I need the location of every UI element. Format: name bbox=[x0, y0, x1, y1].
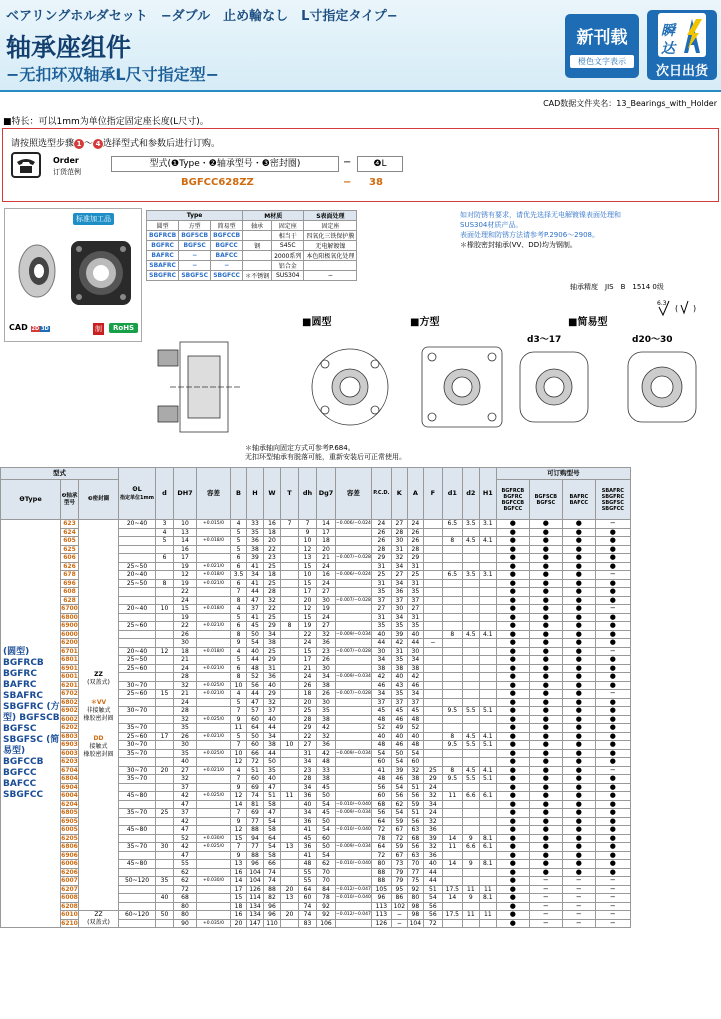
order-instruction: 请按照选型步骤 1 ～ 4 选择型式和参数后进行订购。 bbox=[11, 139, 221, 149]
made-icon: 制 bbox=[95, 325, 102, 333]
table-row: 6801 25~50 21 5 44 29 17 26 34 35 34 ● ● ● ● bbox=[1, 656, 631, 665]
type-table-row: BGFRC BGFSC BGFCC 钢 S45C 无电解镀镍 bbox=[147, 241, 357, 251]
rohs-badge: RoHS bbox=[109, 323, 138, 333]
table-row: 6805 35~70 25 37 7 69 47 34 45 −0.009/−0.034 56 54 51 24 ● ● ● ● bbox=[1, 809, 631, 818]
table-row: 625 16 5 38 22 12 20 28 31 28 ● ● ● ● bbox=[1, 545, 631, 554]
table-row: 6001 28 8 52 36 24 34 −0.009/−0.034 42 40 42 ● ● ● ● bbox=[1, 673, 631, 682]
table-row: 606 6 17 6 39 23 13 21 −0.007/−0.028 29 32 29 ● ● ● ● bbox=[1, 554, 631, 563]
order-l-label: ❹L bbox=[357, 156, 403, 172]
table-row: 6206 62 16 104 74 55 70 88 79 77 44 ● ● ● ● bbox=[1, 868, 631, 877]
svg-text:达: 达 bbox=[661, 41, 675, 57]
table-row: 6205 52 +0.030/0 15 94 64 45 60 78 72 68 39 14 9 8.1 ● ● ● ● bbox=[1, 834, 631, 843]
seal-bottom: ZZ (双盖式) bbox=[79, 911, 119, 928]
table-row: 626 25~50 19 +0.021/0 6 41 25 15 24 31 34 31 ● ● ● ● bbox=[1, 562, 631, 571]
seal-types: ZZ (双盖式) ＊VV 非接触式 橡胶密封圈 DD 接触式 橡胶密封圈 bbox=[79, 520, 119, 911]
table-row: 6201 30~70 32 +0.025/0 10 56 40 26 38 46 43 46 ● ● ● ● bbox=[1, 681, 631, 690]
table-row: 6003 35~70 35 +0.025/0 10 66 44 31 42 −0.009/−0.034 54 50 54 ● ● ● ● bbox=[1, 749, 631, 758]
express-icon bbox=[658, 13, 706, 57]
table-row: 6903 30~70 30 7 60 38 10 27 36 48 46 48 9.5 5.5 5.1 ● ● ● ● bbox=[1, 741, 631, 750]
table-row: 6004 45~80 42 +0.025/0 12 74 51 11 36 50 60 56 56 32 11 6.6 6.1 ● ● ● ● bbox=[1, 792, 631, 801]
svg-text:): ) bbox=[693, 304, 697, 313]
type-material-table: Type M材质 S表面处理 圆型 方型 简易型 轴承 固定座 固定座 BGFRCB BGFSCB BGFCCB 相当于 四氧化三铁保护膜 BGFRC BGFSC BGFCC 钢 S45C 无电解镀镍 BAFRC − BAFCC 2000系列 本色阳极氧化处理 SBAFRC − − 铝合金 SBGFRC SBGFSC SBGFCC ＊不锈钢 SUS304 − bbox=[146, 210, 357, 281]
order-example-dash: − bbox=[343, 177, 352, 188]
page-title: 轴承座组件 bbox=[6, 33, 132, 62]
cad-folder-name: CAD数据文件夹名：13_Bearings_with_Holder bbox=[543, 99, 717, 108]
type-table-row: SBGFRC SBGFSC SBGFCC ＊不锈钢 SUS304 − bbox=[147, 271, 357, 281]
page-subtitle: −无扣环双轴承L尺寸指定型− bbox=[6, 65, 220, 84]
cad-label: CAD 2D 3D bbox=[9, 323, 49, 332]
table-row: 605 5 14 +0.018/0 5 36 20 10 18 26 30 26 8 4.5 4.1 ● ● ● ● bbox=[1, 537, 631, 546]
table-row: 6802 24 5 47 32 20 30 37 37 37 ● ● ● ● bbox=[1, 698, 631, 707]
order-dash: − bbox=[343, 157, 352, 168]
order-format: 型式(❶Type・❷轴承型号・❸密封圈) bbox=[111, 156, 339, 172]
table-row: 6000 26 8 50 34 22 32 −0.009/−0.034 40 39 40 8 4.5 4.1 ● ● ● ● bbox=[1, 630, 631, 639]
table-row: 608 22 7 44 28 17 27 35 36 35 ● ● ● ● bbox=[1, 588, 631, 597]
table-row: 6007 50~120 35 62 +0.030/0 14 104 74 55 70 88 79 75 44 ● − − − bbox=[1, 877, 631, 886]
standard-tag: 标准加工品 bbox=[73, 213, 114, 225]
simple-d20-label: d20〜30 bbox=[632, 335, 673, 345]
table-row: 6008 40 68 15 114 82 13 60 78 −0.010/−0.040 96 86 80 54 14 9 8.1 ● − − − bbox=[1, 894, 631, 903]
table-row: 6901 25~60 24 +0.021/0 6 48 31 21 30 38 38 38 ● ● ● ● bbox=[1, 664, 631, 673]
header-banner bbox=[0, 0, 721, 92]
table-row: 6203 40 12 72 50 34 48 60 54 60 ● ● ● ● bbox=[1, 758, 631, 767]
round-type-title: ■圆型 bbox=[302, 317, 332, 328]
bearing-holder-image bbox=[9, 227, 139, 317]
table-row: 6700 20~40 10 15 +0.018/0 4 37 22 12 19 27 30 27 ● ● ● − bbox=[1, 605, 631, 614]
table-row: 6210 90 +0.035/0 20 147 110 83 106 126 − 104 72 ● − − − bbox=[1, 919, 631, 928]
table-row: 6900 25~60 22 +0.021/0 6 45 29 8 19 27 35 35 35 ● ● ● ● bbox=[1, 622, 631, 631]
table-row: 6200 30 9 54 38 24 36 44 42 44 − ● ● ● ● bbox=[1, 639, 631, 648]
table-row: 678 20~40 12 +0.018/0 3.5 34 18 10 16 −0.006/−0.024 25 27 25 6.5 3.5 3.1 ● ● ● − bbox=[1, 571, 631, 580]
order-label: Order bbox=[53, 156, 79, 165]
table-row: 6002 32 +0.025/0 9 60 40 28 38 48 46 48 ● ● ● ● bbox=[1, 715, 631, 724]
phone-icon bbox=[11, 152, 41, 178]
drawing-note-2: 无扣环型轴承有脱落可能，重新安装后可正常使用。 bbox=[245, 453, 406, 461]
table-row: 6902 30~70 28 7 57 37 25 35 45 45 45 9.5 5.5 5.1 ● ● ● ● bbox=[1, 707, 631, 716]
table-row: 6804 35~70 32 7 60 40 28 38 48 46 38 29 9.5 5.5 5.1 ● ● ● ● bbox=[1, 775, 631, 784]
order-label-sub: 订货范例 bbox=[53, 168, 81, 176]
svg-text:6.3: 6.3 bbox=[657, 300, 667, 307]
table-row: 6803 25~60 17 26 +0.021/0 5 50 34 22 32 40 40 40 8 4.5 4.1 ● ● ● ● bbox=[1, 732, 631, 741]
simple-type-title: ■简易型 bbox=[568, 317, 608, 328]
bearing-accuracy: 轴承精度 JIS B 1514 0级 bbox=[570, 283, 664, 291]
drawing-note-1: ＊轴承轴向固定方式可参考P.684。 bbox=[245, 444, 355, 452]
table-row: 628 24 8 47 32 20 30 −0.007/−0.028 37 37 37 ● ● ● ● bbox=[1, 596, 631, 605]
type-table-row: SBAFRC − − 铝合金 bbox=[147, 261, 357, 271]
table-row: 624 4 13 5 35 18 9 17 26 28 26 ● ● ● ● bbox=[1, 528, 631, 537]
table-row: 6906 47 9 88 58 41 54 72 67 63 36 ● ● ● ● bbox=[1, 851, 631, 860]
type-table-row: BAFRC − BAFCC 2000系列 本色阳极氧化处理 bbox=[147, 251, 357, 261]
svg-text:瞬: 瞬 bbox=[661, 23, 675, 39]
table-row: 6800 19 5 41 25 15 24 31 34 31 ● ● ● ● bbox=[1, 613, 631, 622]
table-row: 6010 ZZ (双盖式) 60~120 50 80 16 134 96 20 74 92 −0.012/−0.047 113 − 98 56 17.5 11 11 ● − − − bbox=[1, 911, 631, 920]
feature-text: ■特长：可以1mm为单位指定固定座长度(L尺寸)。 bbox=[3, 117, 209, 127]
square-type-title: ■方型 bbox=[410, 317, 440, 328]
table-row: (圆型) BGFRCB BGFRC BAFRC SBAFRC SBGFRC (方型) BGFSCB BGFSC SBGFSC (简易型) BGFCCB BGFCC BAFCC SBGFCC 623 ZZ (双盖式) ＊VV 非接触式 橡胶密封圈 DD 接触式 橡胶密封圈 20~40 3 10 +0.015/0 4 33 16 7 7 14 −0.006/−0.024 24 27 24 6.5 3.5 3.1 ● ● ● − bbox=[1, 520, 631, 529]
table-row: 6006 45~80 55 13 96 66 48 62 −0.010/−0.040 80 73 70 40 14 9 8.1 ● ● ● ● bbox=[1, 860, 631, 869]
svg-text:(: ( bbox=[675, 304, 679, 313]
table-row: 6702 25~60 15 21 +0.021/0 4 44 29 18 26 −0.007/−0.028 34 35 34 ● ● ● − bbox=[1, 690, 631, 699]
table-row: 6806 35~70 30 42 +0.025/0 7 77 54 13 36 50 −0.009/−0.034 64 59 56 32 11 6.6 6.1 ● ● ● ● bbox=[1, 843, 631, 852]
table-row: 6904 37 9 69 47 34 45 56 54 51 24 ● ● ● ● bbox=[1, 783, 631, 792]
table-row: 6207 72 17 126 88 20 64 84 −0.012/−0.047 105 95 92 51 17.5 11 11 ● − − − bbox=[1, 885, 631, 894]
header-subtitle-jp: ベアリングホルダセット −ダブル 止め輪なし L寸指定タイプ− bbox=[6, 9, 398, 24]
roughness-symbol bbox=[655, 295, 715, 319]
type-list: (圆型) BGFRCB BGFRC BAFRC SBAFRC SBGFRC (方型) BGFSCB BGFSC SBGFSC (简易型) BGFCCB BGFCC BAFCC SBGFCC bbox=[1, 520, 61, 928]
table-row: 6208 80 18 134 96 74 92 113 102 98 56 ● − − − bbox=[1, 902, 631, 911]
next-day-badge: 瞬 达 次日出货 bbox=[647, 10, 717, 80]
spec-table: 型式 ❹L 指定单位1mm d DH7 容差 B H W T dh Dg7 容差 P.C.D. K A F d1 d2 H1 可订购型号 ❶Type ❷轴承型号 ❸密封圈 BGFRCB BGFRC BGFCCB BGFCC BGFSCB BGFSC BAFRC BAFCC SBAFRC SBGFRC SBGFSC SBGFCC (圆型) BGFRCB BGFRC BAFRC SBAFRC SBGFRC (方型) BGFSCB BGFSC SBGFSC (简易型) BGFCCB BGFCC BAFCC SBGFCC 623 ZZ (双盖式) ＊VV 非接触式 橡胶密封圈 DD 接触式 橡胶密封圈 20~40 3 10 +0.015/0 4 33 16 7 7 14 −0.006/−0.024 24 27 24 6.5 3.5 3.1 ● ● ● − 624 4 13 5 35 18 9 17 26 28 26 ● ● ● ● 605 5 14 +0.018/0 5 36 20 10 18 26 30 26 8 4.5 4.1 ● ● ● ● 625 16 5 38 22 12 20 28 31 28 ● ● ● ● 606 6 17 6 39 23 13 21 −0.007/−0.028 29 32 29 ● ● ● ● 626 25~50 19 +0.021/0 6 41 25 15 24 31 34 31 ● ● ● ● 678 20~40 12 +0.018/0 3.5 34 18 10 16 −0.006/−0.024 25 27 25 6.5 3.5 3.1 ● ● ● − 696 25~50 8 19 +0.021/0 6 41 25 15 24 31 34 31 ● ● ● ● 608 22 7 44 28 17 27 35 36 35 ● ● ● ● 628 24 8 47 32 20 30 −0.007/−0.028 37 37 37 ● ● ● ● 6700 20~40 10 15 +0.018/0 4 37 22 12 19 27 30 27 ● ● ● − 6800 19 5 41 25 15 24 31 34 31 ● ● ● ● 6900 25~60 22 +0.021/0 6 45 29 8 19 27 35 35 35 ● ● ● ● 6000 26 8 50 34 22 32 −0.009/−0.034 40 39 40 8 4.5 4.1 ● ● ● ● 6200 30 9 54 38 24 36 44 42 44 − ● ● ● ● 6701 20~40 12 18 +0.018/0 4 40 25 15 23 −0.007/−0.028 30 31 30 ● ● ● − 6801 25~50 21 5 44 29 17 26 34 35 34 ● ● ● ● 6901 25~60 24 +0.021/0 6 48 31 21 30 38 38 38 ● ● ● ● 6001 28 8 52 36 24 34 −0.009/−0.034 42 40 42 ● ● ● ● 6201 30~70 32 +0.025/0 10 56 40 26 38 46 43 46 ● ● ● ● 6702 25~60 15 21 +0.021/0 4 44 29 18 26 −0.007/−0.028 34 35 34 ● ● ● − 6802 24 5 47 32 20 30 37 37 37 ● ● ● ● 6902 30~70 28 7 57 37 25 35 45 45 45 9.5 5.5 5.1 ● ● ● ● 6002 32 +0.025/0 9 60 40 28 38 48 46 48 ● ● ● ● 6202 35~70 35 11 64 44 29 42 52 49 52 ● ● ● ● 6803 25~60 17 26 +0.021/0 5 50 34 22 32 40 40 40 8 4.5 4.1 ● ● ● ● 6903 30~70 30 7 60 38 10 27 36 48 46 48 9.5 5.5 5.1 ● ● ● ● 6003 35~70 35 +0.025/0 10 66 44 31 42 −0.009/−0.034 54 50 54 ● ● ● ● 6203 40 12 72 50 34 48 60 54 60 ● ● ● ● 6704 30~70 20 27 +0.021/0 4 51 35 23 33 41 39 32 25 8 4.5 4.1 ● ● ● − 6804 35~70 32 7 60 40 28 38 48 46 38 29 9.5 5.5 5.1 ● ● ● ● 6904 37 9 69 47 34 45 56 54 51 24 ● ● ● ● 6004 45~80 42 +0.025/0 12 74 51 11 36 50 60 56 56 32 11 6.6 6.1 ● ● ● ● 6204 47 14 81 58 40 54 −0.010/−0.040 68 62 59 34 ● ● ● ● 6805 35~70 25 37 7 69 47 34 45 −0.009/−0.034 56 54 51 24 ● ● ● ● 6905 42 9 77 54 36 50 64 59 56 32 ● ● ● ● 6005 45~80 47 12 88 58 41 54 −0.010/−0.040 72 67 63 36 ● ● ● ● 6205 52 +0.030/0 15 94 64 45 60 78 72 68 39 14 9 8.1 ● ● ● ● 6806 35~70 30 42 +0.025/0 7 77 54 13 36 50 −0.009/−0.034 64 59 56 32 11 6.6 6.1 ● ● ● ● 6906 47 9 88 58 41 54 72 67 63 36 ● ● ● ● 6006 45~80 55 13 96 66 48 62 −0.010/−0.040 80 73 70 40 14 9 8.1 ● ● ● ● 6206 62 16 104 74 55 70 88 79 77 44 ● ● ● ● 6007 50~120 35 62 +0.030/0 14 104 74 55 70 88 79 75 44 ● − − − 6207 72 17 126 88 20 64 84 −0.012/−0.047 105 95 92 51 17.5 11 11 ● − − − 6008 40 68 15 114 82 13 60 78 −0.010/−0.040 96 86 80 54 14 9 8.1 ● − − − 6208 80 18 134 96 74 92 113 102 98 56 ● − − − 6010 ZZ (双盖式) 60~120 50 80 16 134 96 20 74 92 −0.012/−0.047 113 − 98 56 17.5 11 11 ● − − − 6210 90 +0.035/0 20 147 110 83 106 126 − 104 72 ● − − − bbox=[0, 467, 631, 928]
technical-drawings bbox=[140, 322, 720, 446]
order-example-l: 38 bbox=[369, 177, 383, 188]
table-row: 6704 30~70 20 27 +0.021/0 4 51 35 23 33 41 39 32 25 8 4.5 4.1 ● ● ● − bbox=[1, 766, 631, 775]
new-badge: 新刊载 橙色文字表示 bbox=[565, 14, 639, 78]
table-row: 696 25~50 8 19 +0.021/0 6 41 25 15 24 31 34 31 ● ● ● ● bbox=[1, 579, 631, 588]
table-row: 6202 35~70 35 11 64 44 29 42 52 49 52 ● ● ● ● bbox=[1, 724, 631, 733]
type-table-row: BGFRCB BGFSCB BGFCCB 相当于 四氧化三铁保护膜 bbox=[147, 231, 357, 241]
table-row: 6905 42 9 77 54 36 50 64 59 56 32 ● ● ● ● bbox=[1, 817, 631, 826]
order-box bbox=[2, 128, 719, 202]
product-photo bbox=[4, 208, 142, 342]
order-example-type: BGFCC628ZZ bbox=[181, 177, 254, 188]
table-row: 6701 20~40 12 18 +0.018/0 4 40 25 15 23 −0.007/−0.028 30 31 30 ● ● ● − bbox=[1, 647, 631, 656]
table-row: 6005 45~80 47 12 88 58 41 54 −0.010/−0.040 72 67 63 36 ● ● ● ● bbox=[1, 826, 631, 835]
simple-d3-label: d3〜17 bbox=[527, 335, 562, 345]
notes: 如对防锈有要求，请优先选择无电解镀镍表面处理和 SUS304材质产品。 表面处理和防锈方法请参考P.2906～2908。 ＊橡胶密封轴承(VV、DD)均为钢制。 bbox=[460, 211, 621, 249]
table-row: 6204 47 14 81 58 40 54 −0.010/−0.040 68 62 59 34 ● ● ● ● bbox=[1, 800, 631, 809]
